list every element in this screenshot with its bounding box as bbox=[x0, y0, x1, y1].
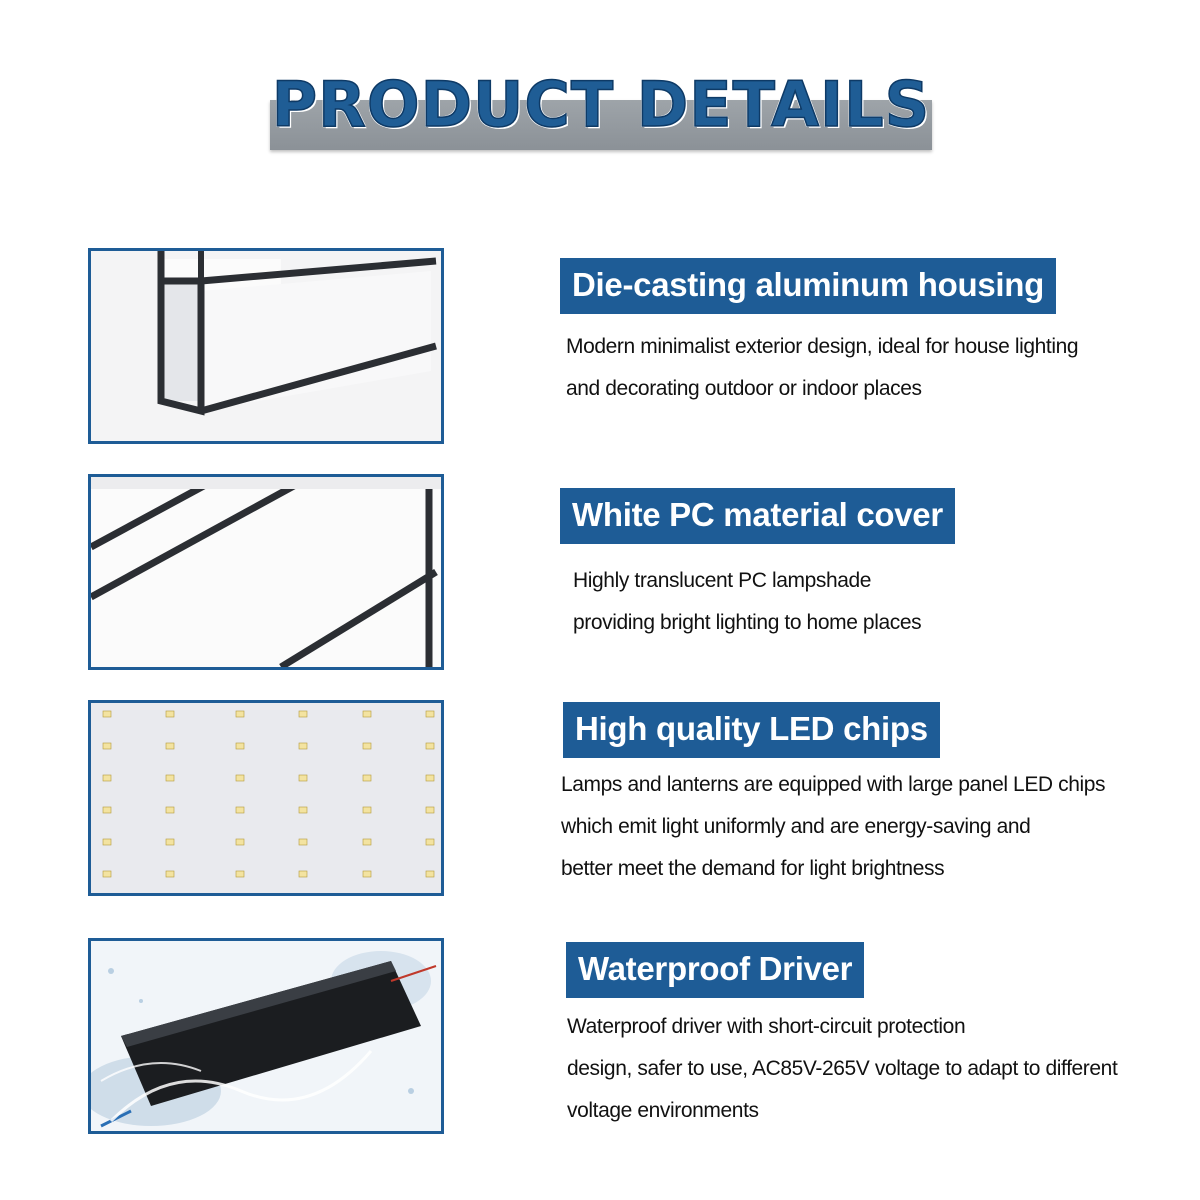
led-chip bbox=[299, 711, 307, 717]
led-chip bbox=[299, 839, 307, 845]
led-chip bbox=[426, 775, 434, 781]
led-chip bbox=[363, 775, 371, 781]
led-chip bbox=[236, 743, 244, 749]
led-chip bbox=[426, 839, 434, 845]
led-chip bbox=[103, 711, 111, 717]
led-chip bbox=[363, 743, 371, 749]
feature-desc-led bbox=[561, 764, 1105, 890]
desc-line: better meet the demand for light brightness bbox=[561, 857, 945, 880]
led-chip bbox=[166, 711, 174, 717]
led-chip bbox=[426, 711, 434, 717]
page-title: PRODUCT DETAILS bbox=[271, 68, 931, 141]
led-panel-image bbox=[88, 700, 444, 896]
feature-title-led: High quality LED chips bbox=[563, 702, 940, 758]
led-chip bbox=[236, 871, 244, 877]
led-chip bbox=[103, 743, 111, 749]
led-chip bbox=[299, 871, 307, 877]
led-chip bbox=[166, 807, 174, 813]
desc-line: design, safer to use, AC85V-265V voltage to adapt to different bbox=[567, 1057, 1118, 1080]
led-chip bbox=[363, 711, 371, 717]
feature-desc-driver bbox=[567, 1006, 1117, 1132]
cover-image bbox=[88, 474, 444, 670]
feature-title-driver: Waterproof Driver bbox=[566, 942, 864, 998]
feature-desc-cover bbox=[573, 560, 921, 644]
led-chip bbox=[103, 839, 111, 845]
desc-line: Modern minimalist exterior design, ideal for house lighting bbox=[566, 335, 1079, 358]
desc-line: providing bright lighting to home places bbox=[573, 611, 922, 634]
led-chip bbox=[166, 839, 174, 845]
led-chip bbox=[299, 775, 307, 781]
led-chip bbox=[426, 871, 434, 877]
led-chip bbox=[299, 743, 307, 749]
led-chip bbox=[299, 807, 307, 813]
led-chip bbox=[236, 839, 244, 845]
led-chip bbox=[426, 807, 434, 813]
led-chip bbox=[426, 743, 434, 749]
led-chip bbox=[103, 871, 111, 877]
housing-image bbox=[88, 248, 444, 444]
led-chip bbox=[236, 711, 244, 717]
feature-desc-housing bbox=[566, 326, 1078, 410]
driver-image bbox=[88, 938, 444, 1134]
desc-line: voltage environments bbox=[567, 1099, 759, 1122]
led-chip bbox=[363, 839, 371, 845]
led-chip bbox=[103, 807, 111, 813]
led-chip bbox=[236, 807, 244, 813]
led-chip bbox=[166, 871, 174, 877]
led-chip bbox=[363, 807, 371, 813]
desc-line: which emit light uniformly and are energy-saving and bbox=[561, 815, 1031, 838]
led-chip bbox=[363, 871, 371, 877]
desc-line: and decorating outdoor or indoor places bbox=[566, 377, 922, 400]
led-chip bbox=[236, 775, 244, 781]
desc-line: Highly translucent PC lampshade bbox=[573, 569, 872, 592]
led-chip bbox=[103, 775, 111, 781]
desc-line: Lamps and lanterns are equipped with large panel LED chips bbox=[561, 773, 1106, 796]
led-chip bbox=[166, 743, 174, 749]
feature-title-housing: Die-casting aluminum housing bbox=[560, 258, 1056, 314]
led-chip bbox=[166, 775, 174, 781]
feature-title-cover: White PC material cover bbox=[560, 488, 955, 544]
desc-line: Waterproof driver with short-circuit protection bbox=[567, 1015, 966, 1038]
